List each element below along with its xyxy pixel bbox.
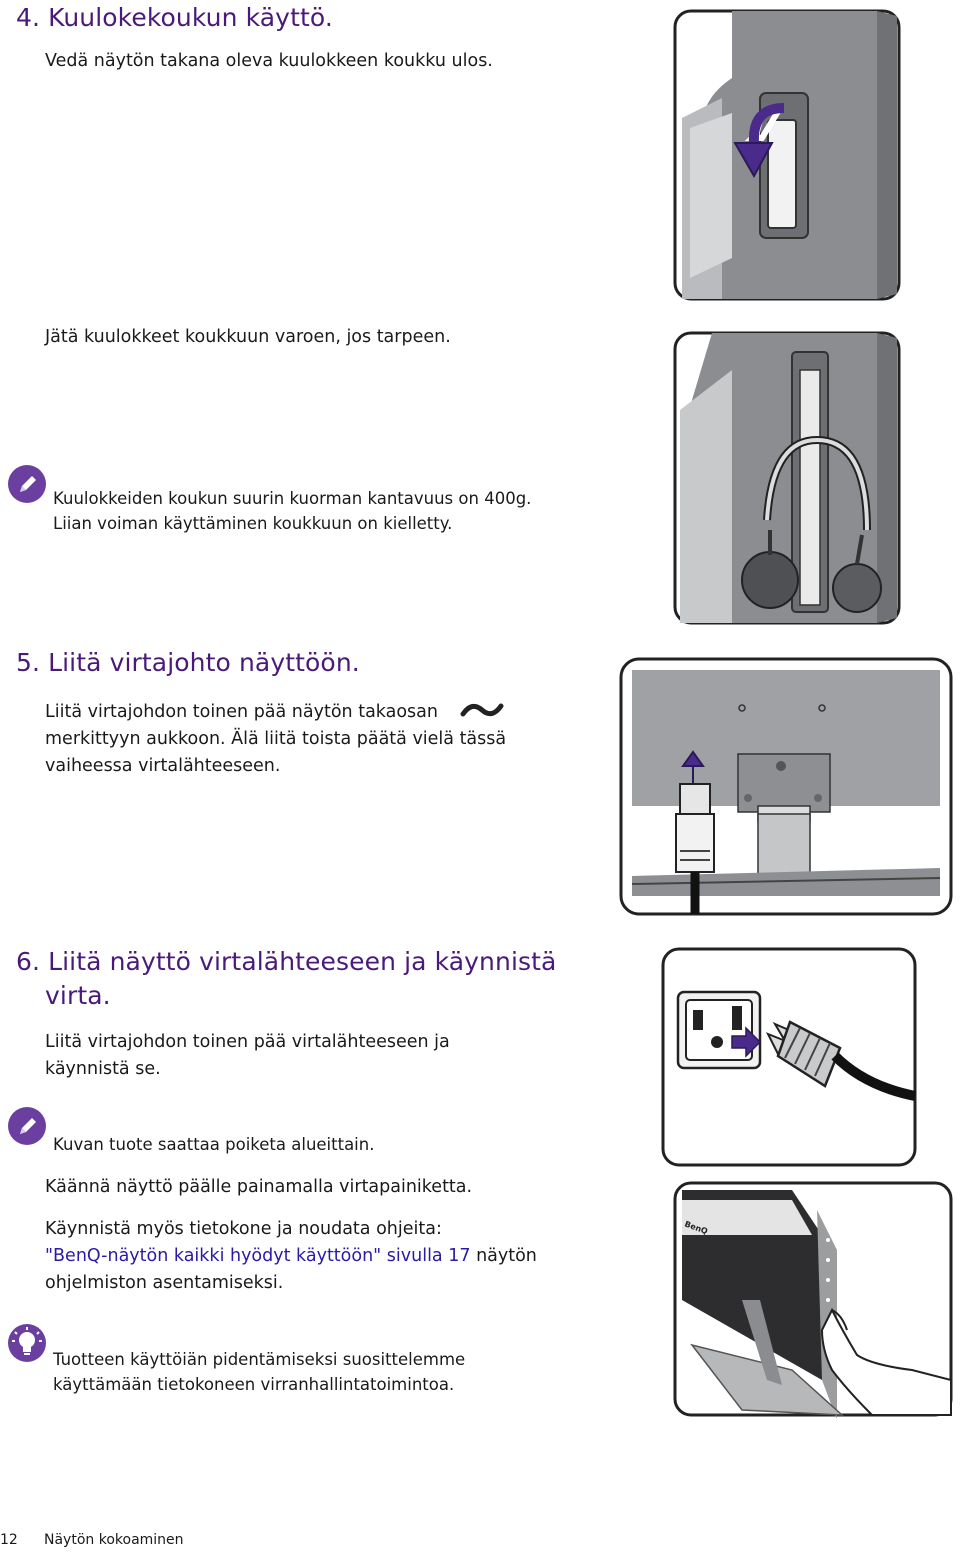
page-number: 12 xyxy=(0,1532,18,1548)
step6-computer-line1: Käynnistä myös tietokone ja noudata ohjeita: xyxy=(45,1219,442,1239)
headphones-on-hook-illustration xyxy=(672,330,904,628)
step6-power-on-text: Käännä näyttö päälle painamalla virtapainiketta. xyxy=(45,1177,473,1197)
tip-line1: Tuotteen käyttöiän pidentämiseksi suosittelemme xyxy=(53,1350,466,1369)
brand-mark: BenQ xyxy=(683,1219,709,1237)
step6-note: Kuvan tuote saattaa poiketa alueittain. xyxy=(53,1135,375,1154)
step4-note-line2: Liian voiman käyttäminen koukkuun on kielletty. xyxy=(53,514,453,533)
pencil-icon xyxy=(8,465,46,503)
footer-section-title: Näytön kokoaminen xyxy=(44,1532,184,1548)
ac-power-symbol-icon xyxy=(460,697,504,723)
step6-after-link: näytön xyxy=(470,1246,537,1266)
tip-line2: käyttämään tietokoneen virranhallintatoimintoa. xyxy=(53,1375,455,1394)
step4-instruction-2: Jätä kuulokkeet koukkuun varoen, jos tarpeen. xyxy=(45,327,451,347)
step5-heading: 5. Liitä virtajohto näyttöön. xyxy=(16,648,360,677)
power-button-press-illustration xyxy=(672,1180,956,1418)
lightbulb-icon xyxy=(8,1324,46,1362)
step6-computer-line2 xyxy=(45,1243,537,1270)
step6-instruction-line2: käynnistä se. xyxy=(45,1059,161,1079)
step6-computer-line3: ohjelmiston asentamiseksi. xyxy=(45,1273,284,1293)
step6-heading-line2: virta. xyxy=(45,981,111,1010)
step5-instruction-line2: merkittyyn aukkoon. Älä liitä toista päätä vielä tässä xyxy=(45,729,507,749)
step6-instruction-line1: Liitä virtajohdon toinen pää virtalähteeseen ja xyxy=(45,1032,450,1052)
step5-instruction-line3: vaiheessa virtalähteeseen. xyxy=(45,756,281,776)
step4-instruction: Vedä näytön takana oleva kuulokkeen koukku ulos. xyxy=(45,51,493,71)
benq-features-link[interactable]: "BenQ-näytön kaikki hyödyt käyttöön" sivulla 17 xyxy=(45,1246,471,1266)
plug-wall-outlet-illustration xyxy=(660,946,920,1170)
step6-heading-line1: 6. Liitä näyttö virtalähteeseen ja käynnistä xyxy=(16,947,557,976)
step4-note-line1: Kuulokkeiden koukun suurin kuorman kantavuus on 400g. xyxy=(53,489,532,508)
step5-instruction-line1: Liitä virtajohdon toinen pää näytön takaosan xyxy=(45,702,438,722)
pencil-icon xyxy=(8,1107,46,1145)
power-cord-monitor-illustration xyxy=(618,656,956,918)
headphone-hook-pull-illustration xyxy=(672,8,904,304)
step4-heading: 4. Kuulokekoukun käyttö. xyxy=(16,3,333,32)
